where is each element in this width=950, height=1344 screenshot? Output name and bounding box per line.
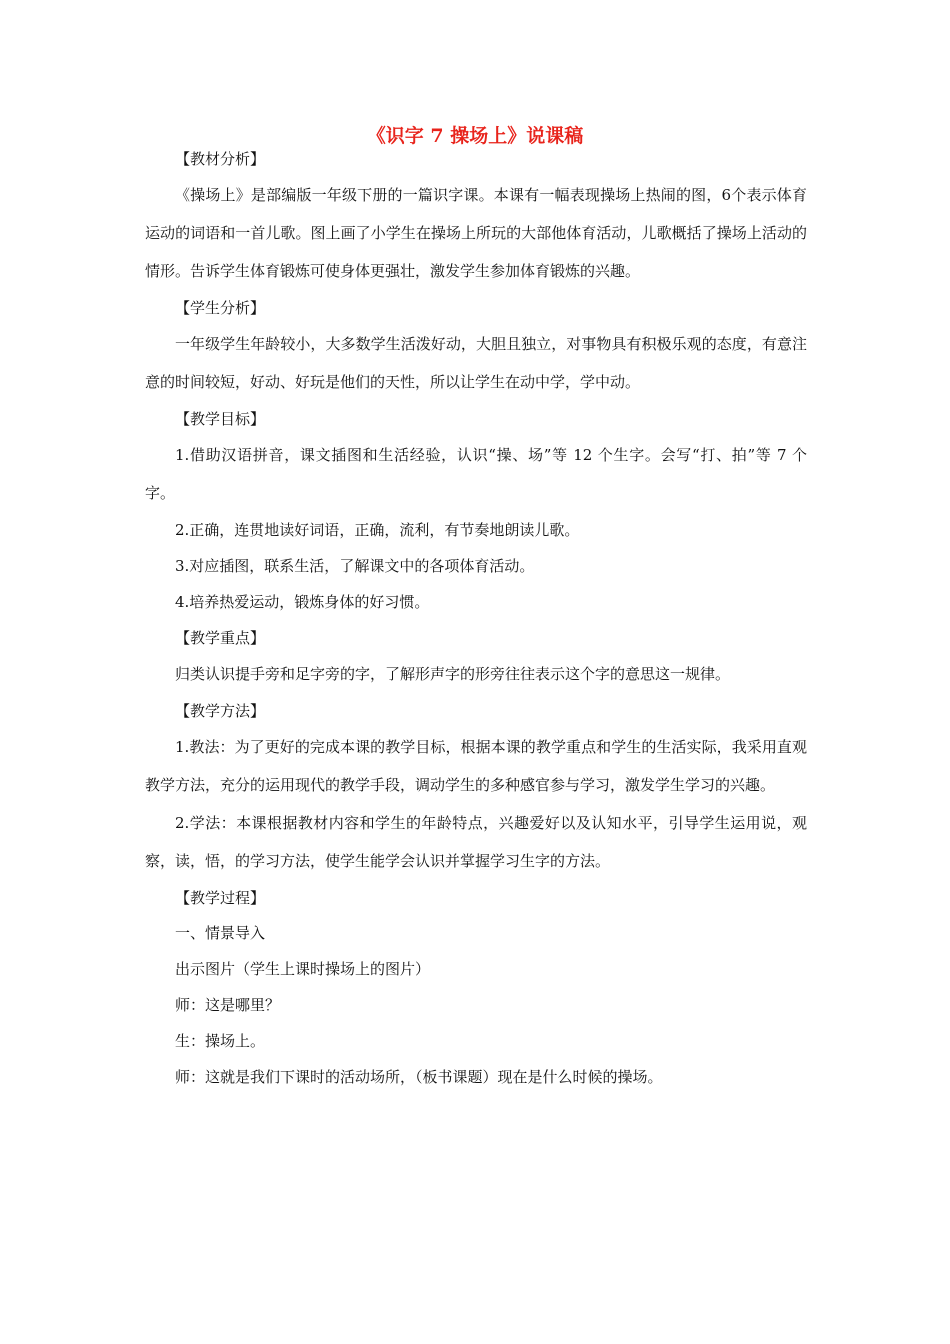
paragraph-textbook-analysis: 《操场上》是部编版一年级下册的一篇识字课。本课有一幅表现操场上热闹的图，6个表示体育运动的词语和一首儿歌。图上画了小学生在操场上所玩的大部他体育活动，儿歌概括了操场上活动的情形。告诉学生体育锻炼可使身体更强壮，激发学生参加体育锻炼的兴趣。: [145, 186, 807, 280]
paragraph-goal-1: 1.借助汉语拼音，课文插图和生活经验，认识“操、场”等 12 个生字。会写“打、拍”等 7 个字。: [145, 446, 807, 502]
paragraph-process-teacher-b: 师：这就是我们下课时的活动场所，（板书课题）现在是什么时候的操场。: [175, 1068, 663, 1086]
paragraph-key-points: 归类认识提手旁和足字旁的字，了解形声字的形旁往往表示这个字的意思这一规律。: [175, 665, 731, 683]
paragraph-method-teaching: 1.教法：为了更好的完成本课的教学目标，根据本课的教学重点和学生的生活实际，我采用直观教学方法，充分的运用现代的教学手段，调动学生的多种感官参与学习，激发学生学习的兴趣。: [145, 738, 807, 794]
paragraph-goal-4: 4.培养热爱运动，锻炼身体的好习惯。: [175, 593, 430, 611]
paragraph-method-learning: 2.学法：本课根据教材内容和学生的年龄特点，兴趣爱好以及认知水平，引导学生运用说，观察，读，悟，的学习方法，使学生能学会认识并掌握学习生字的方法。: [145, 814, 807, 870]
section-heading-key-points: 【教学重点】: [175, 629, 266, 647]
paragraph-process-student-a: 生：操场上。: [175, 1032, 266, 1050]
section-heading-textbook-analysis: 【教材分析】: [175, 150, 266, 168]
paragraph-goal-3: 3.对应插图，联系生活，了解课文中的各项体育活动。: [175, 557, 535, 575]
section-heading-teaching-goals: 【教学目标】: [175, 410, 266, 428]
document-body: [145, 146, 807, 1095]
section-heading-teaching-methods: 【教学方法】: [175, 702, 266, 720]
paragraph-student-analysis: 一年级学生年龄较小，大多数学生活泼好动，大胆且独立，对事物具有积极乐观的态度，有意注意的时间较短，好动、好玩是他们的天性，所以让学生在动中学，学中动。: [145, 335, 807, 391]
paragraph-process-show-picture: 出示图片（学生上课时操场上的图片）: [175, 960, 431, 978]
paragraph-process-intro: 一、情景导入: [175, 924, 266, 942]
section-heading-student-analysis: 【学生分析】: [175, 299, 266, 317]
paragraph-goal-2: 2.正确，连贯地读好词语，正确，流利，有节奏地朗读儿歌。: [175, 521, 580, 539]
section-heading-teaching-process: 【教学过程】: [175, 889, 266, 907]
document-title: 《识字 7 操场上》说课稿: [366, 125, 584, 147]
paragraph-process-teacher-q: 师：这是哪里？: [175, 996, 281, 1014]
